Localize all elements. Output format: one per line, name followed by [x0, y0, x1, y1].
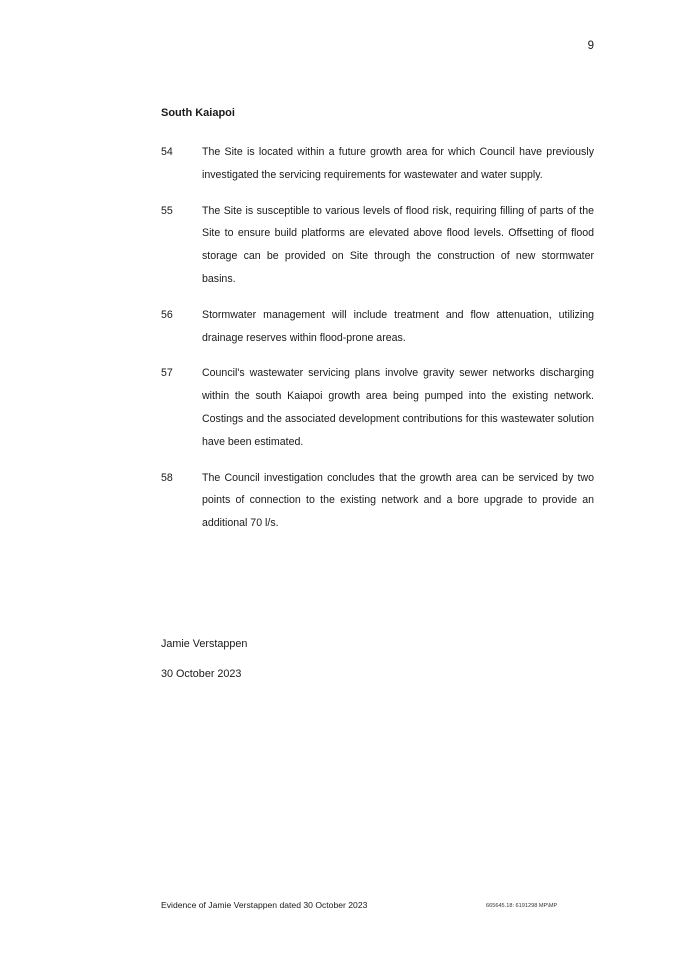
paragraph-text: Stormwater management will include treatment and flow attenuation, utilizing drainage reserves within flood-prone areas. [202, 308, 594, 344]
section-heading: South Kaiapoi [161, 107, 235, 119]
footer-reference: 665645.18: 6191298 MP\MP [486, 903, 558, 909]
paragraph-number: 57 [161, 367, 173, 380]
paragraph-number: 56 [161, 308, 173, 321]
numbered-paragraph [161, 200, 594, 291]
paragraph-number: 55 [161, 204, 173, 217]
footer-document-title: Evidence of Jamie Verstappen dated 30 October 2023 [161, 900, 368, 910]
paragraph-text: The Site is located within a future growth area for which Council have previously investigated the servicing requirements for wastewater and water supply. [202, 146, 594, 181]
signature-date: 30 October 2023 [161, 668, 242, 680]
numbered-paragraph [161, 141, 594, 187]
paragraph-text: The Site is susceptible to various levels of flood risk, requiring filling of parts of the Site to ensure build platforms are elevated above flood levels. Offsetting of flood storage can be provided on Site through the construction of new stormwater basins. [202, 204, 594, 285]
numbered-paragraph [161, 467, 594, 535]
paragraph-number: 54 [161, 146, 173, 158]
page-number: 9 [587, 40, 594, 52]
numbered-paragraph [161, 304, 594, 350]
paragraph-text: Council's wastewater servicing plans involve gravity sewer networks discharging within the south Kaiapoi growth area being pumped into the existing network. Costings and the associated development contributions for this wastewater solution have been estimated. [202, 367, 594, 448]
numbered-paragraph [161, 362, 594, 453]
signatory-name: Jamie Verstappen [161, 638, 248, 650]
paragraph-list [161, 141, 594, 548]
paragraph-text: The Council investigation concludes that the growth area can be serviced by two points of connection to the existing network and a bore upgrade to provide an additional 70 l/s. [202, 471, 594, 530]
paragraph-number: 58 [161, 471, 173, 484]
